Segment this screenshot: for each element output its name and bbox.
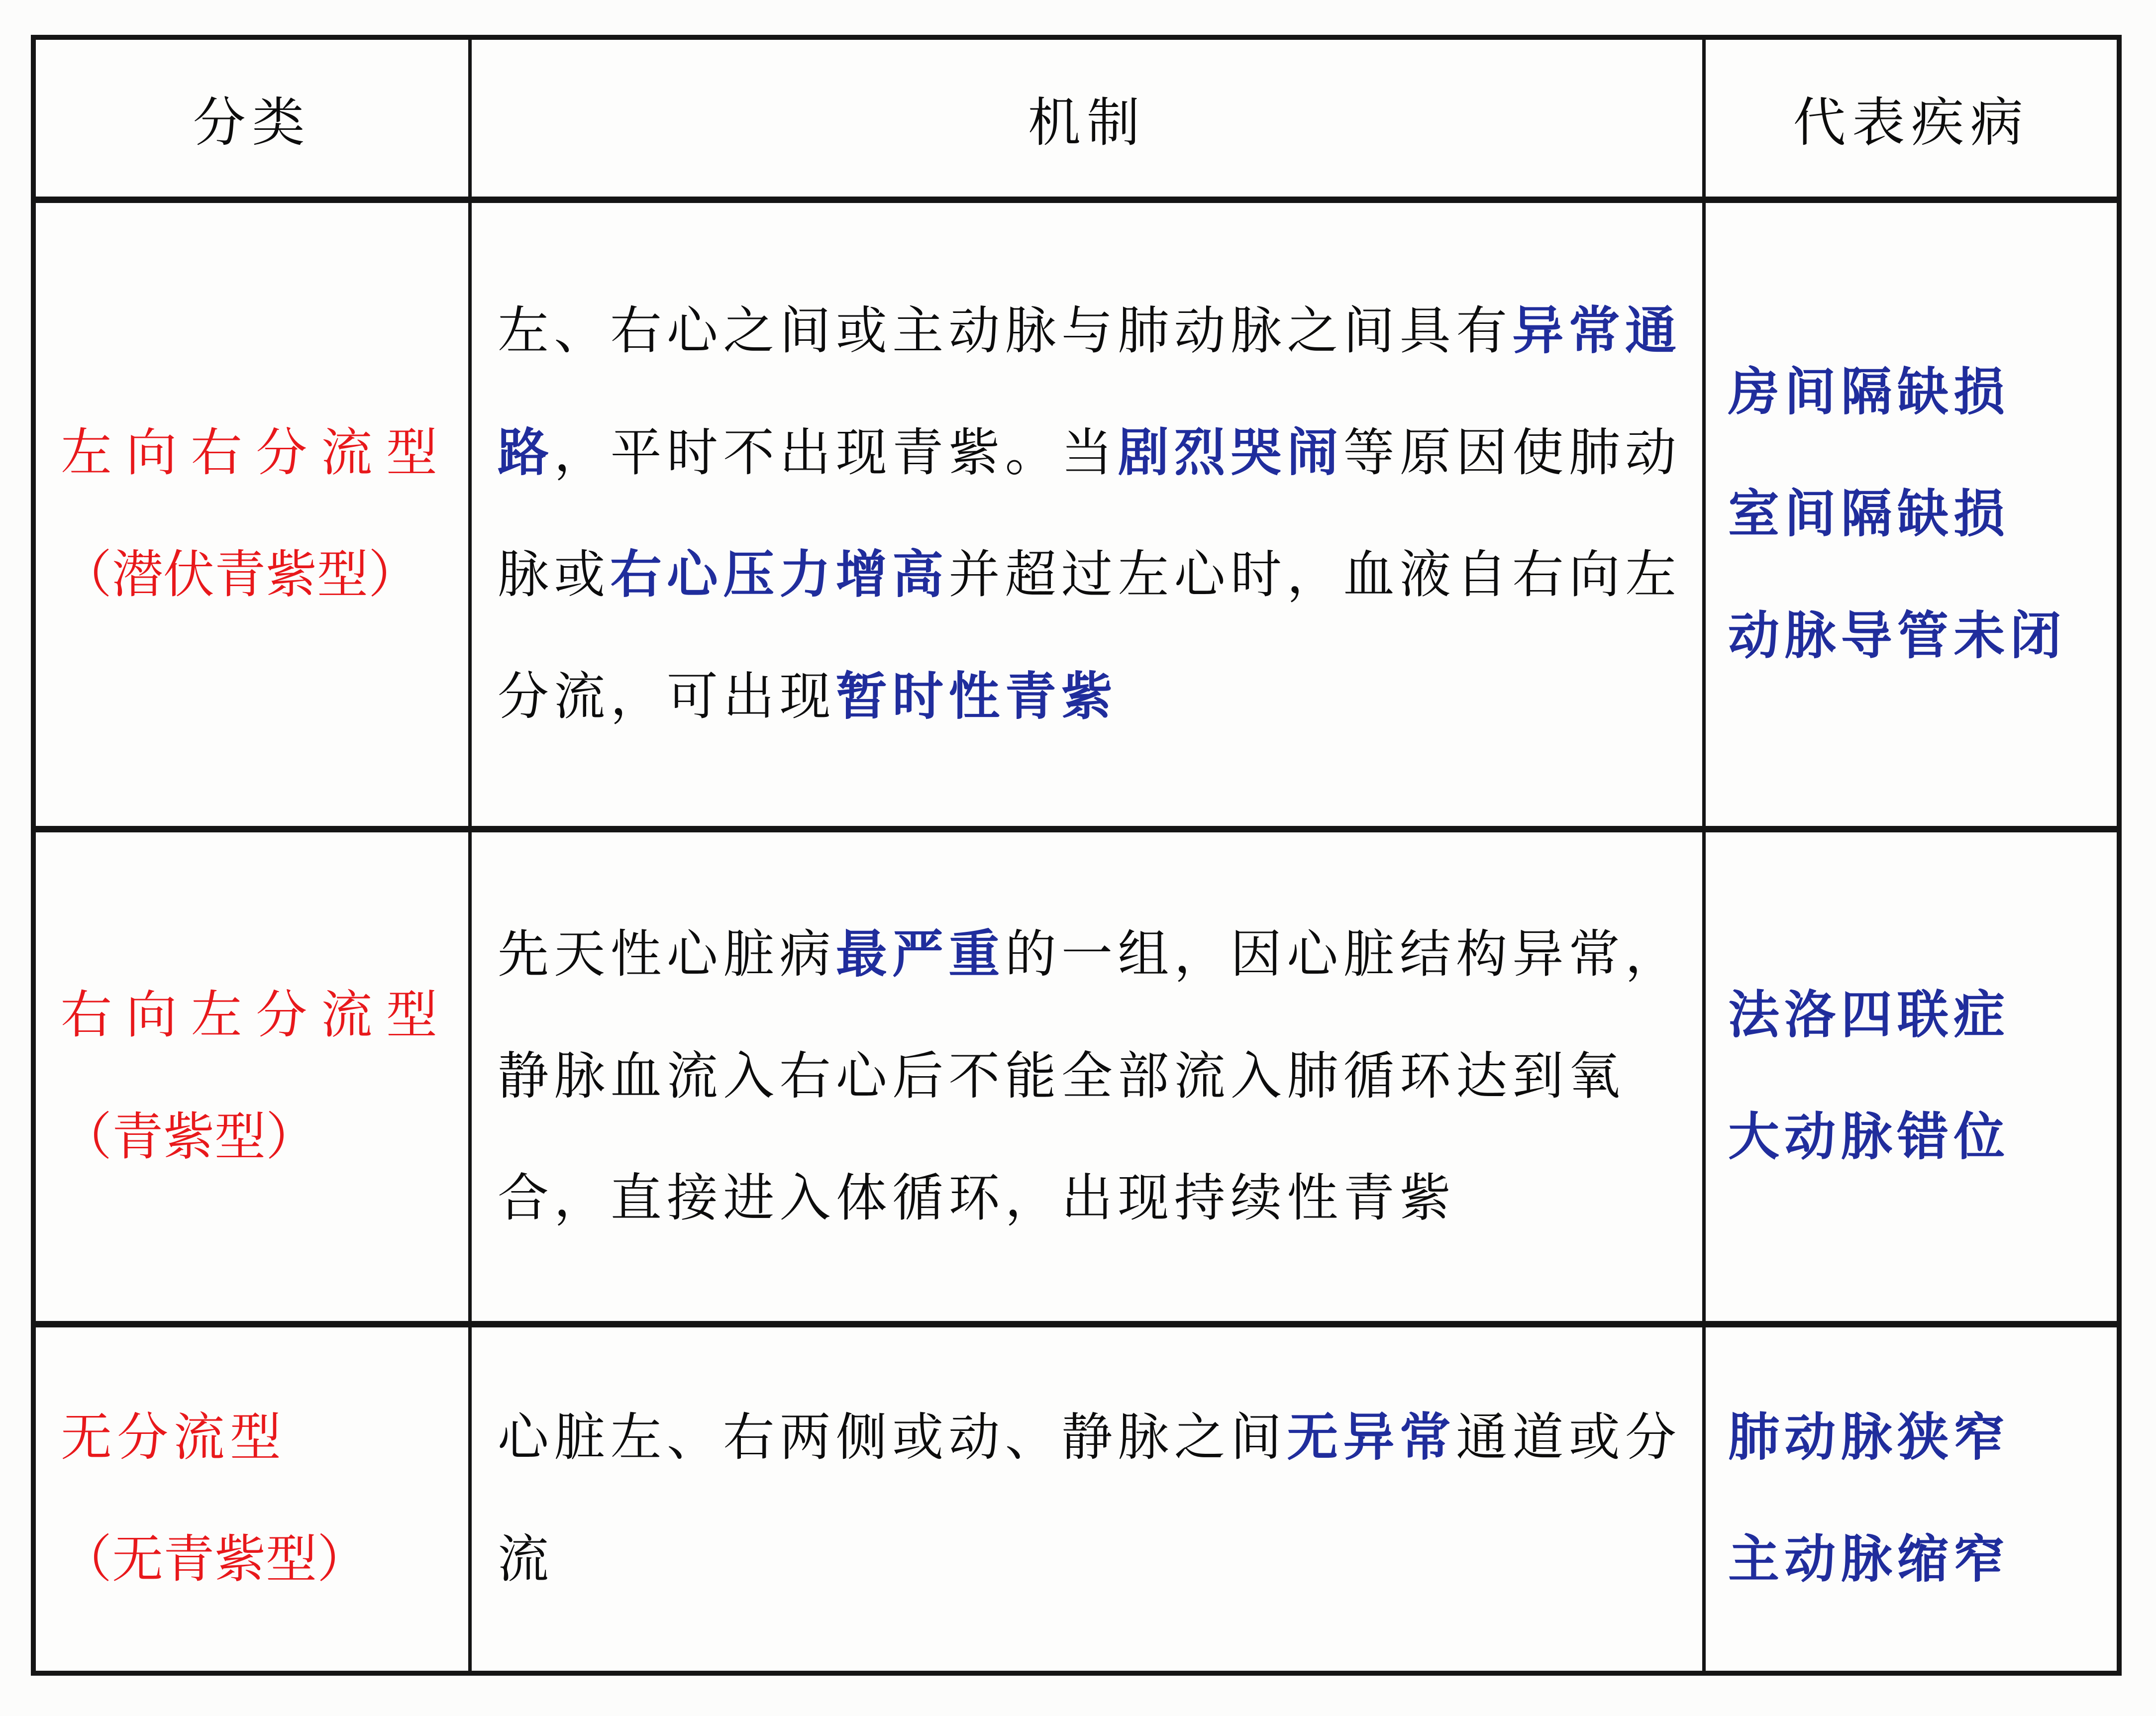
mechanism-text: 静脉血流入右心后不能全部流入肺循环达到氧 (498, 1048, 1625, 1105)
header-mechanism (472, 40, 1706, 203)
mechanism-keyword: 暂时性青紫 (835, 669, 1118, 725)
classification-cell-no-shunt (36, 1327, 472, 1671)
mechanism-text: 通道或分 (1456, 1410, 1682, 1466)
mechanism-text: 左、右心之间或主动脉与肺动脉之间具有 (498, 303, 1513, 360)
mechanism-keyword: 无异常 (1287, 1410, 1456, 1466)
mechanism-line (498, 894, 1694, 1016)
diseases-cell-right-to-left-shunt (1706, 832, 2117, 1327)
mechanism-text: 脉或 (498, 547, 611, 604)
header-mechanism-label: 机制 (1027, 94, 1146, 152)
mechanism-text: 并超过左心时，血液自右向左 (948, 547, 1682, 604)
mechanism-keyword: 右心压力增高 (610, 547, 949, 604)
classification-name: 左向右分流型 (61, 425, 451, 482)
diseases-cell-no-shunt (1706, 1327, 2117, 1671)
mechanism-keyword: 最严重 (835, 926, 1005, 983)
classification-name: 右向左分流型 (61, 987, 451, 1044)
mechanism-line (498, 1377, 1694, 1499)
mechanism-line (498, 514, 1694, 636)
mechanism-line (498, 1499, 1694, 1621)
classification-cell-right-to-left-shunt (36, 832, 472, 1327)
mechanism-line (498, 1138, 1694, 1260)
header-representative-diseases (1706, 40, 2117, 203)
mechanism-line (498, 393, 1694, 514)
classification-table (31, 35, 2122, 1676)
disease-item: 室间隔缺损 (1728, 486, 2010, 543)
mechanism-keyword: 路 (498, 425, 554, 482)
mechanism-text: ，平时不出现青紫。当 (554, 425, 1118, 482)
mechanism-text: 先天性心脏病 (498, 926, 836, 983)
disease-item: 法洛四联症 (1728, 987, 2010, 1044)
mechanism-text: 的一组，因心脏结构异常， (1005, 926, 1682, 983)
classification-subname: （青紫型） (61, 1109, 317, 1166)
disease-item: 肺动脉狭窄 (1728, 1410, 2010, 1466)
mechanism-text: 流 (498, 1531, 554, 1588)
header-representative-diseases-label: 代表疾病 (1793, 94, 2030, 152)
mechanism-line (498, 636, 1694, 758)
disease-item: 动脉导管未闭 (1728, 607, 2066, 665)
classification-name: 无分流型 (61, 1410, 287, 1466)
mechanism-cell-left-to-right-shunt (472, 203, 1706, 832)
mechanism-text: 合，直接进入体循环，出现持续性青紫 (498, 1170, 1456, 1227)
mechanism-line (498, 1016, 1694, 1138)
header-classification-label: 分类 (193, 94, 311, 152)
classification-cell-left-to-right-shunt (36, 203, 472, 832)
header-classification (36, 40, 472, 203)
disease-item: 房间隔缺损 (1728, 364, 2010, 421)
classification-subname: （潜伏青紫型） (61, 547, 419, 604)
mechanism-keyword: 剧烈哭闹 (1118, 425, 1343, 482)
mechanism-line (498, 271, 1694, 393)
classification-subname: （无青紫型） (61, 1531, 368, 1588)
mechanism-text: 分流，可出现 (498, 669, 836, 725)
mechanism-cell-right-to-left-shunt (472, 832, 1706, 1327)
disease-item: 主动脉缩窄 (1728, 1531, 2010, 1588)
mechanism-text: 等原因使肺动 (1343, 425, 1682, 482)
mechanism-cell-no-shunt (472, 1327, 1706, 1671)
mechanism-text: 心脏左、右两侧或动、静脉之间 (498, 1410, 1287, 1466)
disease-item: 大动脉错位 (1728, 1109, 2010, 1166)
mechanism-keyword: 异常通 (1512, 303, 1682, 360)
diseases-cell-left-to-right-shunt (1706, 203, 2117, 832)
